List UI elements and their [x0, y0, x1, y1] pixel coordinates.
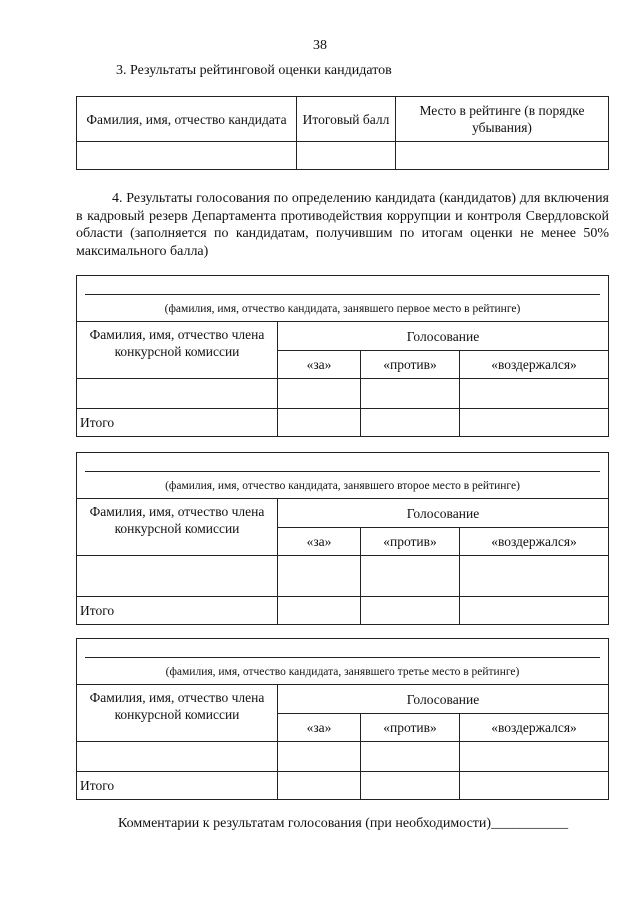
- candidate-name-cell[interactable]: [77, 639, 609, 685]
- cell-za[interactable]: [278, 742, 361, 772]
- total-row: [77, 772, 609, 800]
- col-za-header: «за»: [278, 714, 361, 742]
- member-name-header: Фамилия, имя, отчество члена конкурсной комиссии: [77, 499, 278, 556]
- member-name-header: Фамилия, имя, отчество члена конкурсной комиссии: [77, 322, 278, 379]
- cell-protiv[interactable]: [361, 379, 460, 409]
- candidate-name-line: [85, 657, 600, 658]
- rating-table-header-row: [77, 97, 609, 142]
- section4-text: 4. Результаты голосования по определению кандидата (кандидатов) для включения в кадровый резерв Департамента противодействия коррупции и контроля Свердловской области (заполняется по кандидатам, получившим по итогам оценки не менее 50% максимального балла): [76, 191, 609, 259]
- total-vozd[interactable]: [460, 597, 609, 625]
- cell-vozd[interactable]: [460, 742, 609, 772]
- header-candidate-name: Фамилия, имя, отчество кандидата: [77, 97, 297, 142]
- cell-member-name[interactable]: [77, 556, 278, 597]
- vote-table-third-place: [76, 638, 609, 800]
- col-protiv-header: «против»: [361, 528, 460, 556]
- candidate-caption: (фамилия, имя, отчество кандидата, занявшего третье место в рейтинге): [165, 666, 520, 678]
- rating-table-row: [77, 142, 609, 170]
- member-name-header: Фамилия, имя, отчество члена конкурсной комиссии: [77, 685, 278, 742]
- candidate-name-cell[interactable]: [77, 276, 609, 322]
- total-za[interactable]: [278, 409, 361, 437]
- cell-total-score[interactable]: [297, 142, 396, 170]
- total-label: Итого: [77, 409, 278, 437]
- voting-header: Голосование: [278, 685, 609, 714]
- rating-table: [76, 96, 609, 170]
- cell-candidate-name[interactable]: [77, 142, 297, 170]
- candidate-name-line: [85, 294, 600, 295]
- vote-table-second-place: [76, 452, 609, 625]
- total-za[interactable]: [278, 597, 361, 625]
- total-label: Итого: [77, 597, 278, 625]
- cell-protiv[interactable]: [361, 556, 460, 597]
- total-vozd[interactable]: [460, 772, 609, 800]
- col-za-header: «за»: [278, 351, 361, 379]
- candidate-name-cell[interactable]: [77, 453, 609, 499]
- candidate-caption: (фамилия, имя, отчество кандидата, занявшего первое место в рейтинге): [164, 303, 521, 315]
- table-row: [77, 742, 609, 772]
- total-protiv[interactable]: [361, 772, 460, 800]
- col-vozd-header: «воздержался»: [460, 714, 609, 742]
- cell-za[interactable]: [278, 379, 361, 409]
- voting-header: Голосование: [278, 499, 609, 528]
- total-za[interactable]: [278, 772, 361, 800]
- total-vozd[interactable]: [460, 409, 609, 437]
- col-vozd-header: «воздержался»: [460, 528, 609, 556]
- col-za-header: «за»: [278, 528, 361, 556]
- total-protiv[interactable]: [361, 597, 460, 625]
- total-row: [77, 597, 609, 625]
- header-total-score: Итоговый балл: [297, 97, 396, 142]
- col-protiv-header: «против»: [361, 351, 460, 379]
- comments-line[interactable]: Комментарии к результатам голосования (при необходимости)___________: [118, 816, 569, 831]
- total-protiv[interactable]: [361, 409, 460, 437]
- col-protiv-header: «против»: [361, 714, 460, 742]
- page-number: 38: [313, 38, 327, 53]
- header-rating-place: Место в рейтинге (в порядке убывания): [396, 97, 609, 142]
- total-label: Итого: [77, 772, 278, 800]
- cell-za[interactable]: [278, 556, 361, 597]
- cell-member-name[interactable]: [77, 742, 278, 772]
- cell-rating-place[interactable]: [396, 142, 609, 170]
- cell-member-name[interactable]: [77, 379, 278, 409]
- table-row: [77, 556, 609, 597]
- cell-vozd[interactable]: [460, 556, 609, 597]
- col-vozd-header: «воздержался»: [460, 351, 609, 379]
- total-row: [77, 409, 609, 437]
- vote-table-first-place: [76, 275, 609, 437]
- candidate-name-line: [85, 471, 600, 472]
- section3-title: 3. Результаты рейтинговой оценки кандидатов: [116, 63, 392, 78]
- voting-header: Голосование: [278, 322, 609, 351]
- table-row: [77, 379, 609, 409]
- cell-vozd[interactable]: [460, 379, 609, 409]
- candidate-caption: (фамилия, имя, отчество кандидата, занявшего второе место в рейтинге): [165, 480, 520, 492]
- cell-protiv[interactable]: [361, 742, 460, 772]
